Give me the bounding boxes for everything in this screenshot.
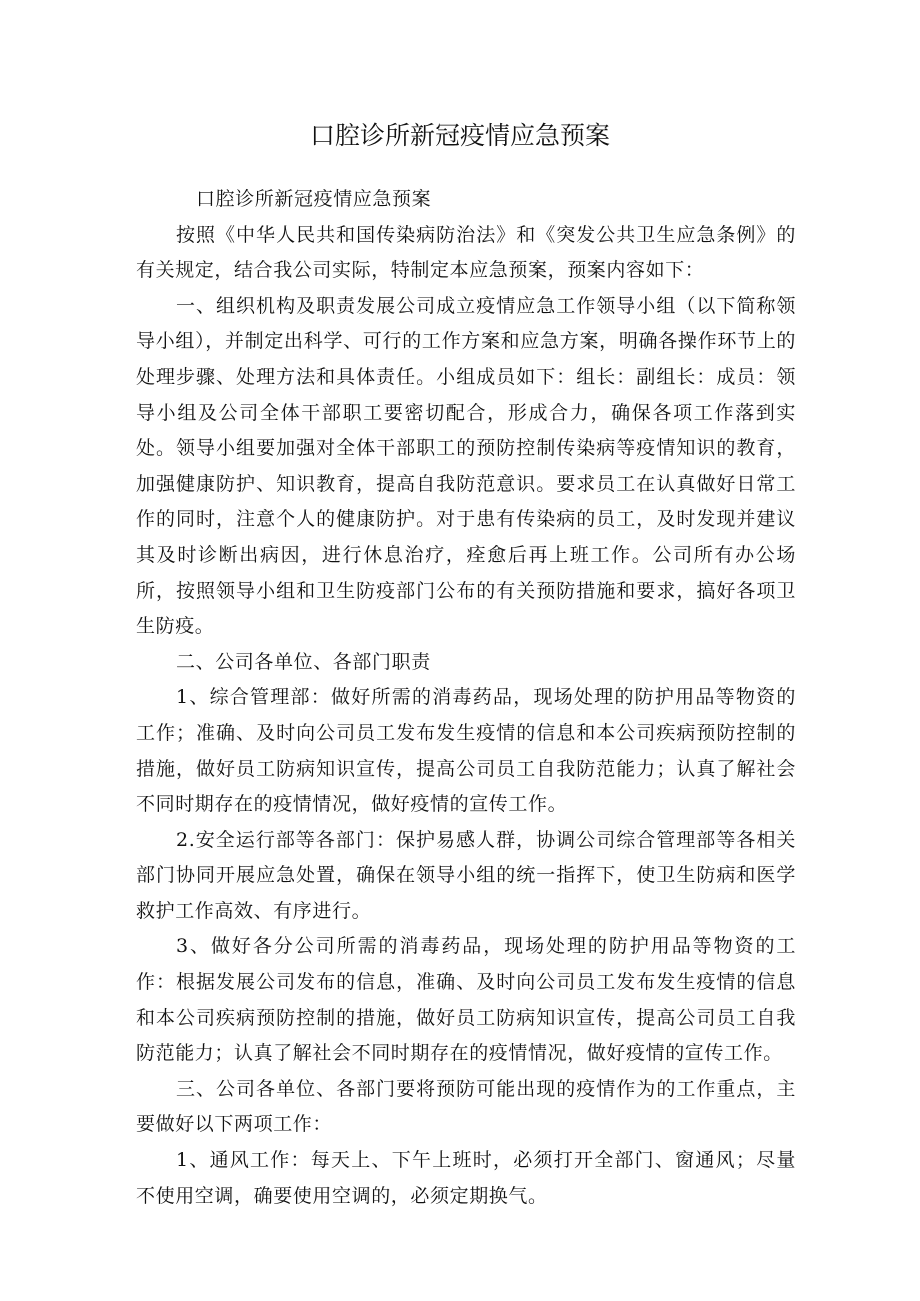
intro-paragraph: 按照《中华人民共和国传染病防治法》和《突发公共卫生应急条例》的有关规定，结合我公司实际，特制定本应急预案，预案内容如下： bbox=[136, 223, 796, 282]
section-heading-responsibilities: 二、公司各单位、各部门职责 bbox=[176, 650, 431, 673]
key-work-item-ventilation: 1、通风工作：每天上、下午上班时，必须打开全部门、窗通风；尽量不使用空调，确要使用空调的，必须定期换气。 bbox=[136, 1149, 796, 1207]
document-subtitle: 口腔诊所新冠疫情应急预案 bbox=[196, 188, 432, 210]
responsibility-item-branches: 3、做好各分公司所需的消毒药品，现场处理的防护用品等物资的工作：根据发展公司发布的信息，准确、及时向公司员工发布发生疫情的信息和本公司疾病预防控制的措施，做好员工防病知识宣传，提高公司员工自我防范能力；认真了解社会不同时期存在的疫情情况，做好疫情的宣传工作。 bbox=[136, 935, 796, 1065]
responsibility-item-general-management: 1、综合管理部：做好所需的消毒药品，现场处理的防护用品等物资的工作；准确、及时向公司员工发布发生疫情的信息和本公司疾病预防控制的措施，做好员工防病知识宣传，提高公司员工自我防范能力；认真了解社会不同时期存在的疫情情况，做好疫情的宣传工作。 bbox=[136, 686, 796, 816]
document-title: 口腔诊所新冠疫情应急预案 bbox=[309, 121, 610, 150]
responsibility-item-safety-operations: 2.安全运行部等各部门：保护易感人群，协调公司综合管理部等各相关部门协同开展应急处置，确保在领导小组的统一指挥下，使卫生防病和医学救护工作高效、有序进行。 bbox=[136, 828, 796, 922]
document-body bbox=[136, 182, 796, 1214]
section-organization-paragraph: 一、组织机构及职责发展公司成立疫情应急工作领导小组（以下简称领导小组），并制定出科学、可行的工作方案和应急方案，明确各操作环节上的处理步骤、处理方法和具体责任。小组成员如下：组长：副组长：成员：领导小组及公司全体干部职工要密切配合，形成合力，确保各项工作落到实处。领导小组要加强对全体干部职工的预防控制传染病等疫情知识的教育，加强健康防护、知识教育，提高自我防范意识。要求员工在认真做好日常工作的同时，注意个人的健康防护。对于患有传染病的员工，及时发现并建议其及时诊断出病因，进行休息治疗，痊愈后再上班工作。公司所有办公场所，按照领导小组和卫生防疫部门公布的有关预防措施和要求，搞好各项卫生防疫。 bbox=[136, 294, 796, 638]
section-heading-key-work: 三、公司各单位、各部门要将预防可能出现的疫情作为的工作重点，主要做好以下两项工作： bbox=[136, 1077, 796, 1136]
